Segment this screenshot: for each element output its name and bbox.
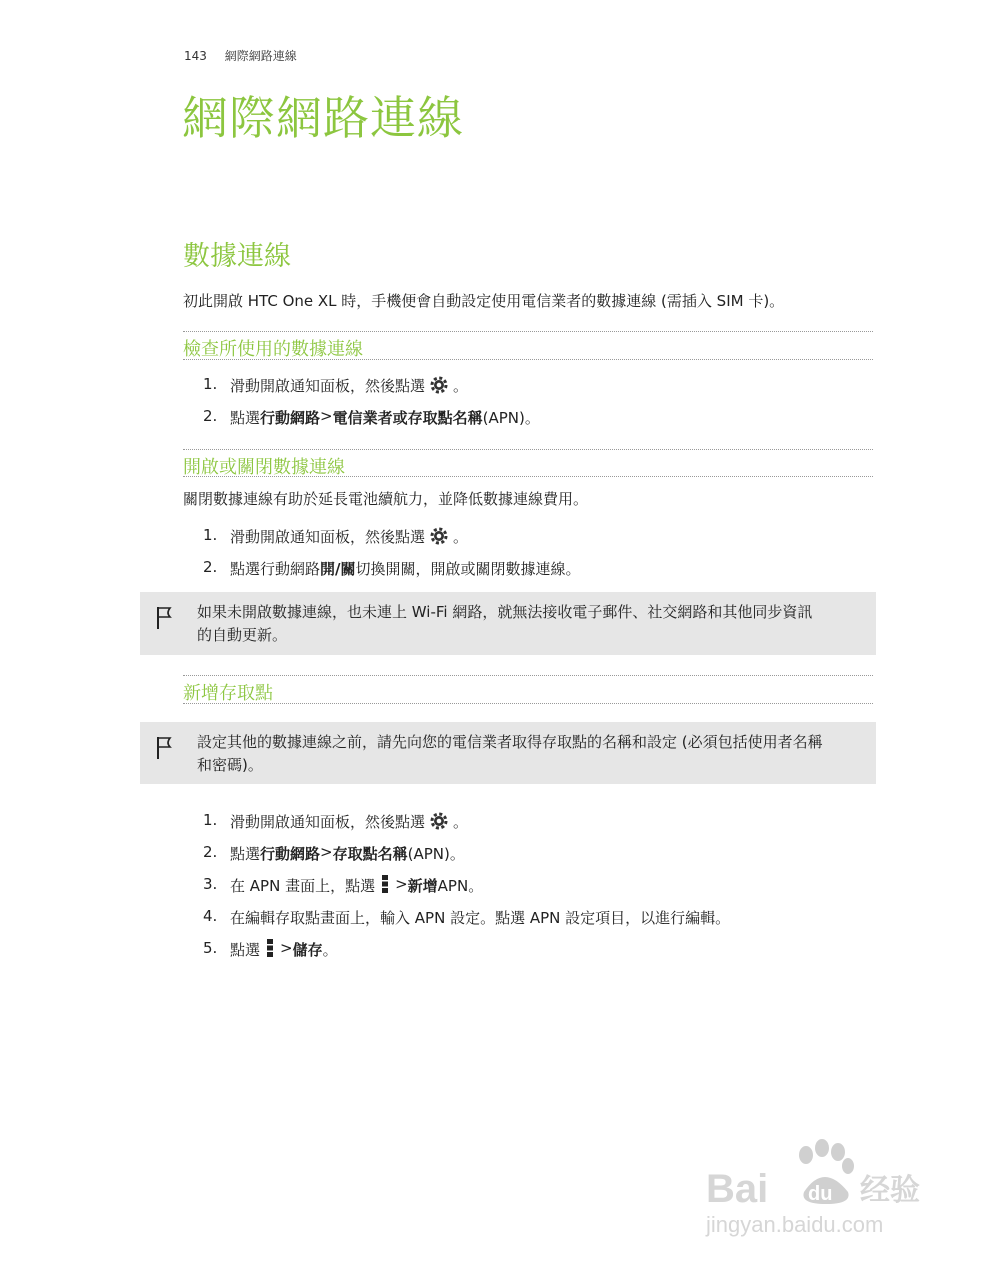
subheading-add-apn: 新增存取點 bbox=[183, 683, 273, 704]
steps-toggle-connection bbox=[203, 526, 581, 590]
settings-gear-icon bbox=[429, 811, 449, 831]
watermark-brand-right: du bbox=[808, 1183, 833, 1205]
toggle-intro: 關閉數據連線有助於延長電池續航力，並降低數據連線費用。 bbox=[183, 490, 589, 508]
page-number: 143 bbox=[184, 49, 207, 63]
list-item: 1. 滑動開啟通知面板，然後點選 。 bbox=[203, 526, 469, 546]
steps-check-connection bbox=[203, 375, 540, 439]
divider bbox=[183, 359, 873, 360]
subheading-toggle-connection: 開啟或關閉數據連線 bbox=[183, 457, 345, 478]
running-header bbox=[184, 47, 297, 64]
list-item: 5. 點選 > 儲存 。 bbox=[203, 939, 338, 959]
page-title: 網際網路連線 bbox=[182, 91, 464, 145]
section-intro: 初此開啟 HTC One XL 時，手機便會自動設定使用電信業者的數據連線 (需插入 SIM 卡)。 bbox=[183, 292, 785, 310]
note-text: 如果未開啟數據連線，也未連上 Wi-Fi 網路，就無法接收電子郵件、社交網路和其他同步資訊 的自動更新。 bbox=[197, 603, 813, 644]
list-item: 2. 點選 行動網路 > 存取點名稱 (APN)。 bbox=[203, 843, 465, 863]
watermark-brand-left: Bai bbox=[706, 1167, 769, 1211]
subheading-check-connection: 檢查所使用的數據連線 bbox=[183, 339, 363, 360]
flag-icon bbox=[154, 605, 174, 631]
steps-add-apn bbox=[203, 811, 730, 971]
divider bbox=[183, 476, 873, 477]
list-item: 1. 滑動開啟通知面板，然後點選 。 bbox=[203, 811, 469, 831]
watermark-url: jingyan.baidu.com bbox=[706, 1212, 884, 1237]
divider bbox=[183, 449, 873, 450]
settings-gear-icon bbox=[429, 375, 449, 395]
divider bbox=[183, 331, 873, 332]
note-box bbox=[140, 592, 876, 655]
overflow-menu-icon bbox=[266, 939, 274, 957]
list-item: 1. 滑動開啟通知面板，然後點選 。 bbox=[203, 375, 469, 395]
running-title: 網際網路連線 bbox=[224, 49, 297, 63]
note-text: 設定其他的數據連線之前，請先向您的電信業者取得存取點的名稱和設定 (必須包括使用者名稱 和密碼)。 bbox=[197, 733, 823, 774]
note-box bbox=[140, 722, 876, 784]
divider bbox=[183, 703, 873, 704]
list-item: 2. 點選 行動網路 > 電信業者或存取點名稱 (APN)。 bbox=[203, 407, 540, 427]
list-item: 2. 點選行動網路 開/關 切換開關，開啟或關閉數據連線。 bbox=[203, 558, 581, 578]
overflow-menu-icon bbox=[381, 875, 389, 893]
list-item: 3. 在 APN 畫面上，點選 > 新增 APN。 bbox=[203, 875, 484, 895]
list-item: 4. 在編輯存取點畫面上，輸入 APN 設定。點選 APN 設定項目，以進行編輯。 bbox=[203, 907, 731, 927]
section-heading: 數據連線 bbox=[183, 241, 291, 272]
settings-gear-icon bbox=[429, 526, 449, 546]
baidu-watermark-logo bbox=[700, 1130, 940, 1250]
watermark-brand-cn: 经验 bbox=[860, 1173, 920, 1208]
flag-icon bbox=[154, 735, 174, 761]
divider bbox=[183, 675, 873, 676]
